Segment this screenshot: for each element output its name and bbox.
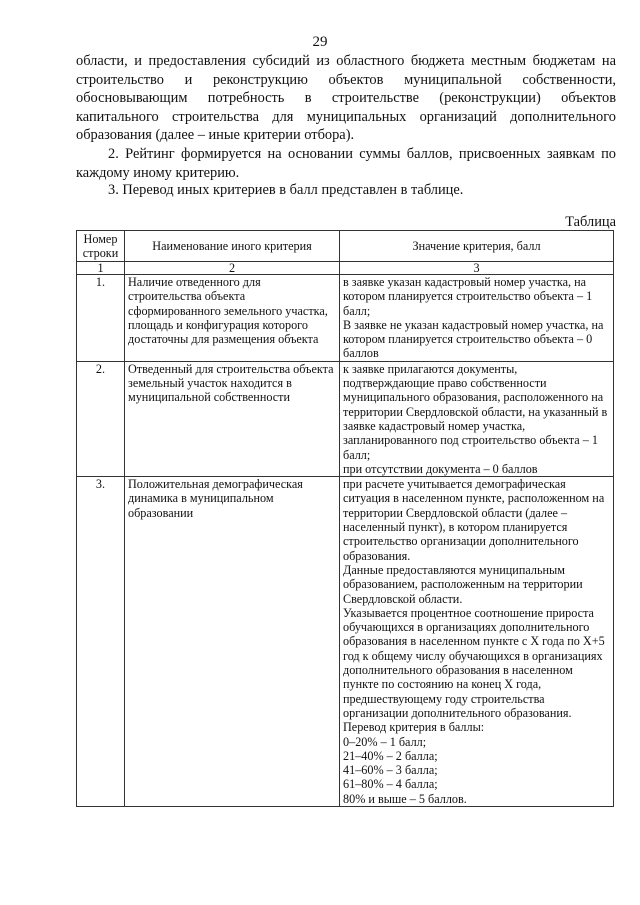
value-line: к заявке прилагаются документы, подтверждающие право собственности муниципального образования, расположенного на территории Свердловской области, на указанный в заявке кадастровый номер участка, запланированного под строительство объекта – 1 балл; <box>343 361 608 462</box>
value-line: 80% и выше – 5 баллов. <box>343 791 467 806</box>
column-number: 3 <box>340 262 614 275</box>
value-line: В заявке не указан кадастровый номер участка, на котором планируется строительство объекта – 0 баллов <box>343 317 604 361</box>
value-line: Данные предоставляются муниципальным образованием, расположенным на территории Свердловской области. <box>343 562 583 606</box>
page-number: 29 <box>312 34 328 50</box>
table-row <box>77 275 614 362</box>
header-criterion-name: Наименование иного критерия <box>125 231 340 262</box>
row-number: 2. <box>77 361 125 476</box>
criterion-value <box>340 477 614 807</box>
column-number: 2 <box>125 262 340 275</box>
criterion-name: Положительная демографическая динамика в муниципальном образовании <box>125 477 340 807</box>
intro-paragraph: области, и предоставления субсидий из областного бюджета местным бюджетам на строительство и реконструкцию объектов муниципальной собственности, обосновывающим потребность в строительстве (реконструкции) объектов капитального строительства для муниципальных организаций дополнительного образования (далее – иные критерии отбора). <box>76 53 616 144</box>
criterion-name: Отведенный для строительства объекта земельный участок находится в муниципальной собственности <box>125 361 340 476</box>
table-row <box>77 477 614 807</box>
value-line: 41–60% – 3 балла; <box>343 763 438 778</box>
value-line: 21–40% – 2 балла; <box>343 748 438 763</box>
table-header-row <box>77 231 614 262</box>
paragraph-conversion: 3. Перевод иных критериев в балл представлен в таблице. <box>108 182 464 198</box>
value-line: в заявке указан кадастровый номер участка, на котором планируется строительство объекта – 1 балл; <box>343 275 593 318</box>
criteria-table <box>76 230 614 807</box>
header-criterion-value: Значение критерия, балл <box>340 231 614 262</box>
value-line: при отсутствии документа – 0 баллов <box>343 461 538 476</box>
paragraph-rating: 2. Рейтинг формируется на основании суммы баллов, присвоенных заявкам по каждому иному критерию. <box>76 146 616 181</box>
criterion-value <box>340 361 614 476</box>
value-line: Указывается процентное соотношение прироста обучающихся в организациях дополнительного образования в населенном пункте с X года по X+5 год к общему числу обучающихся в организациях дополнительного образования в населенном пункте по состоянию на конец X года, предшествующему году строительства организации дополнительного образования. <box>343 605 605 720</box>
table-caption: Таблица <box>565 214 616 230</box>
row-number: 1. <box>77 275 125 362</box>
column-number-row <box>77 262 614 275</box>
value-line: при расчете учитывается демографическая ситуация в населенном пункте, расположенном на территории Свердловской области (далее – населенный пункт), в котором планируется строительство организации дополнительного образования. <box>343 477 605 563</box>
table-row <box>77 361 614 476</box>
value-line: 61–80% – 4 балла; <box>343 777 438 792</box>
value-line: Перевод критерия в баллы: <box>343 720 485 735</box>
criterion-name: Наличие отведенного для строительства объекта сформированного земельного участка, площадь и конфигурация которого достаточны для размещения объекта <box>125 275 340 362</box>
criterion-value <box>340 275 614 362</box>
value-line: 0–20% – 1 балл; <box>343 734 427 749</box>
header-row-number: Номер строки <box>77 231 125 262</box>
row-number: 3. <box>77 477 125 807</box>
column-number: 1 <box>77 262 125 275</box>
